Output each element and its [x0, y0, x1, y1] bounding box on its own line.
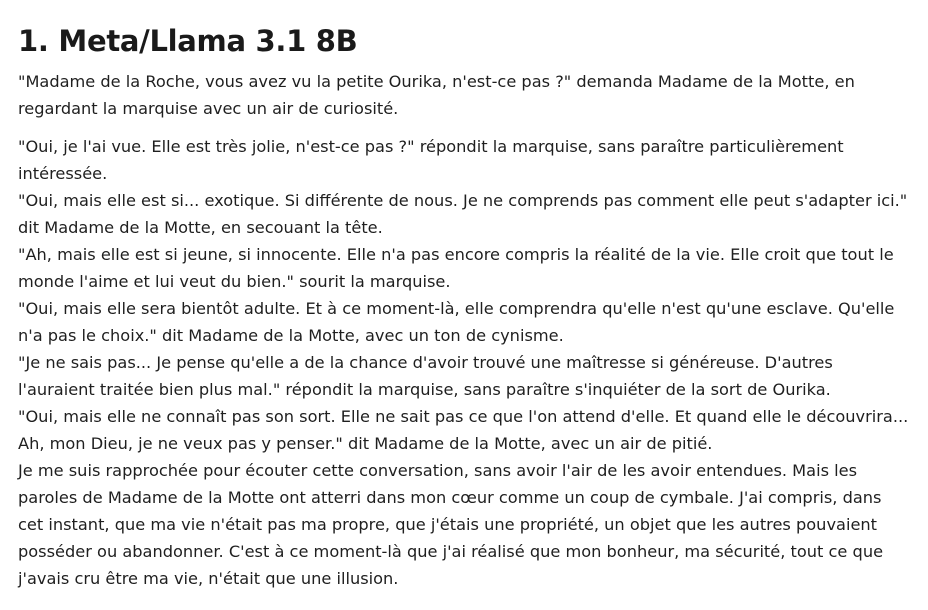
dialogue-line: "Oui, mais elle est si... exotique. Si différente de nous. Je ne comprends pas comment elle peut s'adapter ici." dit Madame de la Motte, en secouant la tête. — [18, 191, 908, 237]
dialogue-line: "Oui, mais elle ne connaît pas son sort. Elle ne sait pas ce que l'on attend d'elle. Et quand elle le découvrira... Ah, mon Dieu, je ne veux pas y penser." dit Madame de la Motte, avec un air de pitié. — [18, 407, 909, 453]
dialogue-line: "Oui, je l'ai vue. Elle est très jolie, n'est-ce pas ?" répondit la marquise, sans paraître particulièrement intéressée. — [18, 137, 844, 183]
document — [18, 0, 910, 592]
intro-paragraph: "Madame de la Roche, vous avez vu la petite Ourika, n'est-ce pas ?" demanda Madame de la Motte, en regardant la marquise avec un air de curiosité. — [18, 72, 855, 118]
dialogue-line: "Ah, mais elle est si jeune, si innocente. Elle n'a pas encore compris la réalité de la vie. Elle croit que tout le monde l'aime et lui veut du bien." sourit la marquise. — [18, 245, 894, 291]
dialogue-paragraph — [18, 133, 910, 592]
narration-line: Je me suis rapprochée pour écouter cette conversation, sans avoir l'air de les avoir entendues. Mais les paroles de Madame de la Motte ont atterri dans mon cœur comme un coup de cymbale. J'ai compris, dans cet instant, que ma vie n'était pas ma propre, que j'étais une propriété, un objet que les autres pouvaient posséder ou abandonner. C'est à ce moment-là que j'ai réalisé que mon bonheur, ma sécurité, tout ce que j'avais cru être ma vie, n'était que une illusion. — [18, 461, 884, 588]
page-title: 1. Meta/Llama 3.1 8B — [18, 24, 358, 58]
dialogue-line: "Je ne sais pas... Je pense qu'elle a de la chance d'avoir trouvé une maîtresse si généreuse. D'autres l'auraient traitée bien plus mal." répondit la marquise, sans paraître s'inquiéter de la sort de Ourika. — [18, 353, 833, 399]
dialogue-line: "Oui, mais elle sera bientôt adulte. Et à ce moment-là, elle comprendra qu'elle n'est qu'une esclave. Qu'elle n'a pas le choix." dit Madame de la Motte, avec un ton de cynisme. — [18, 299, 895, 345]
